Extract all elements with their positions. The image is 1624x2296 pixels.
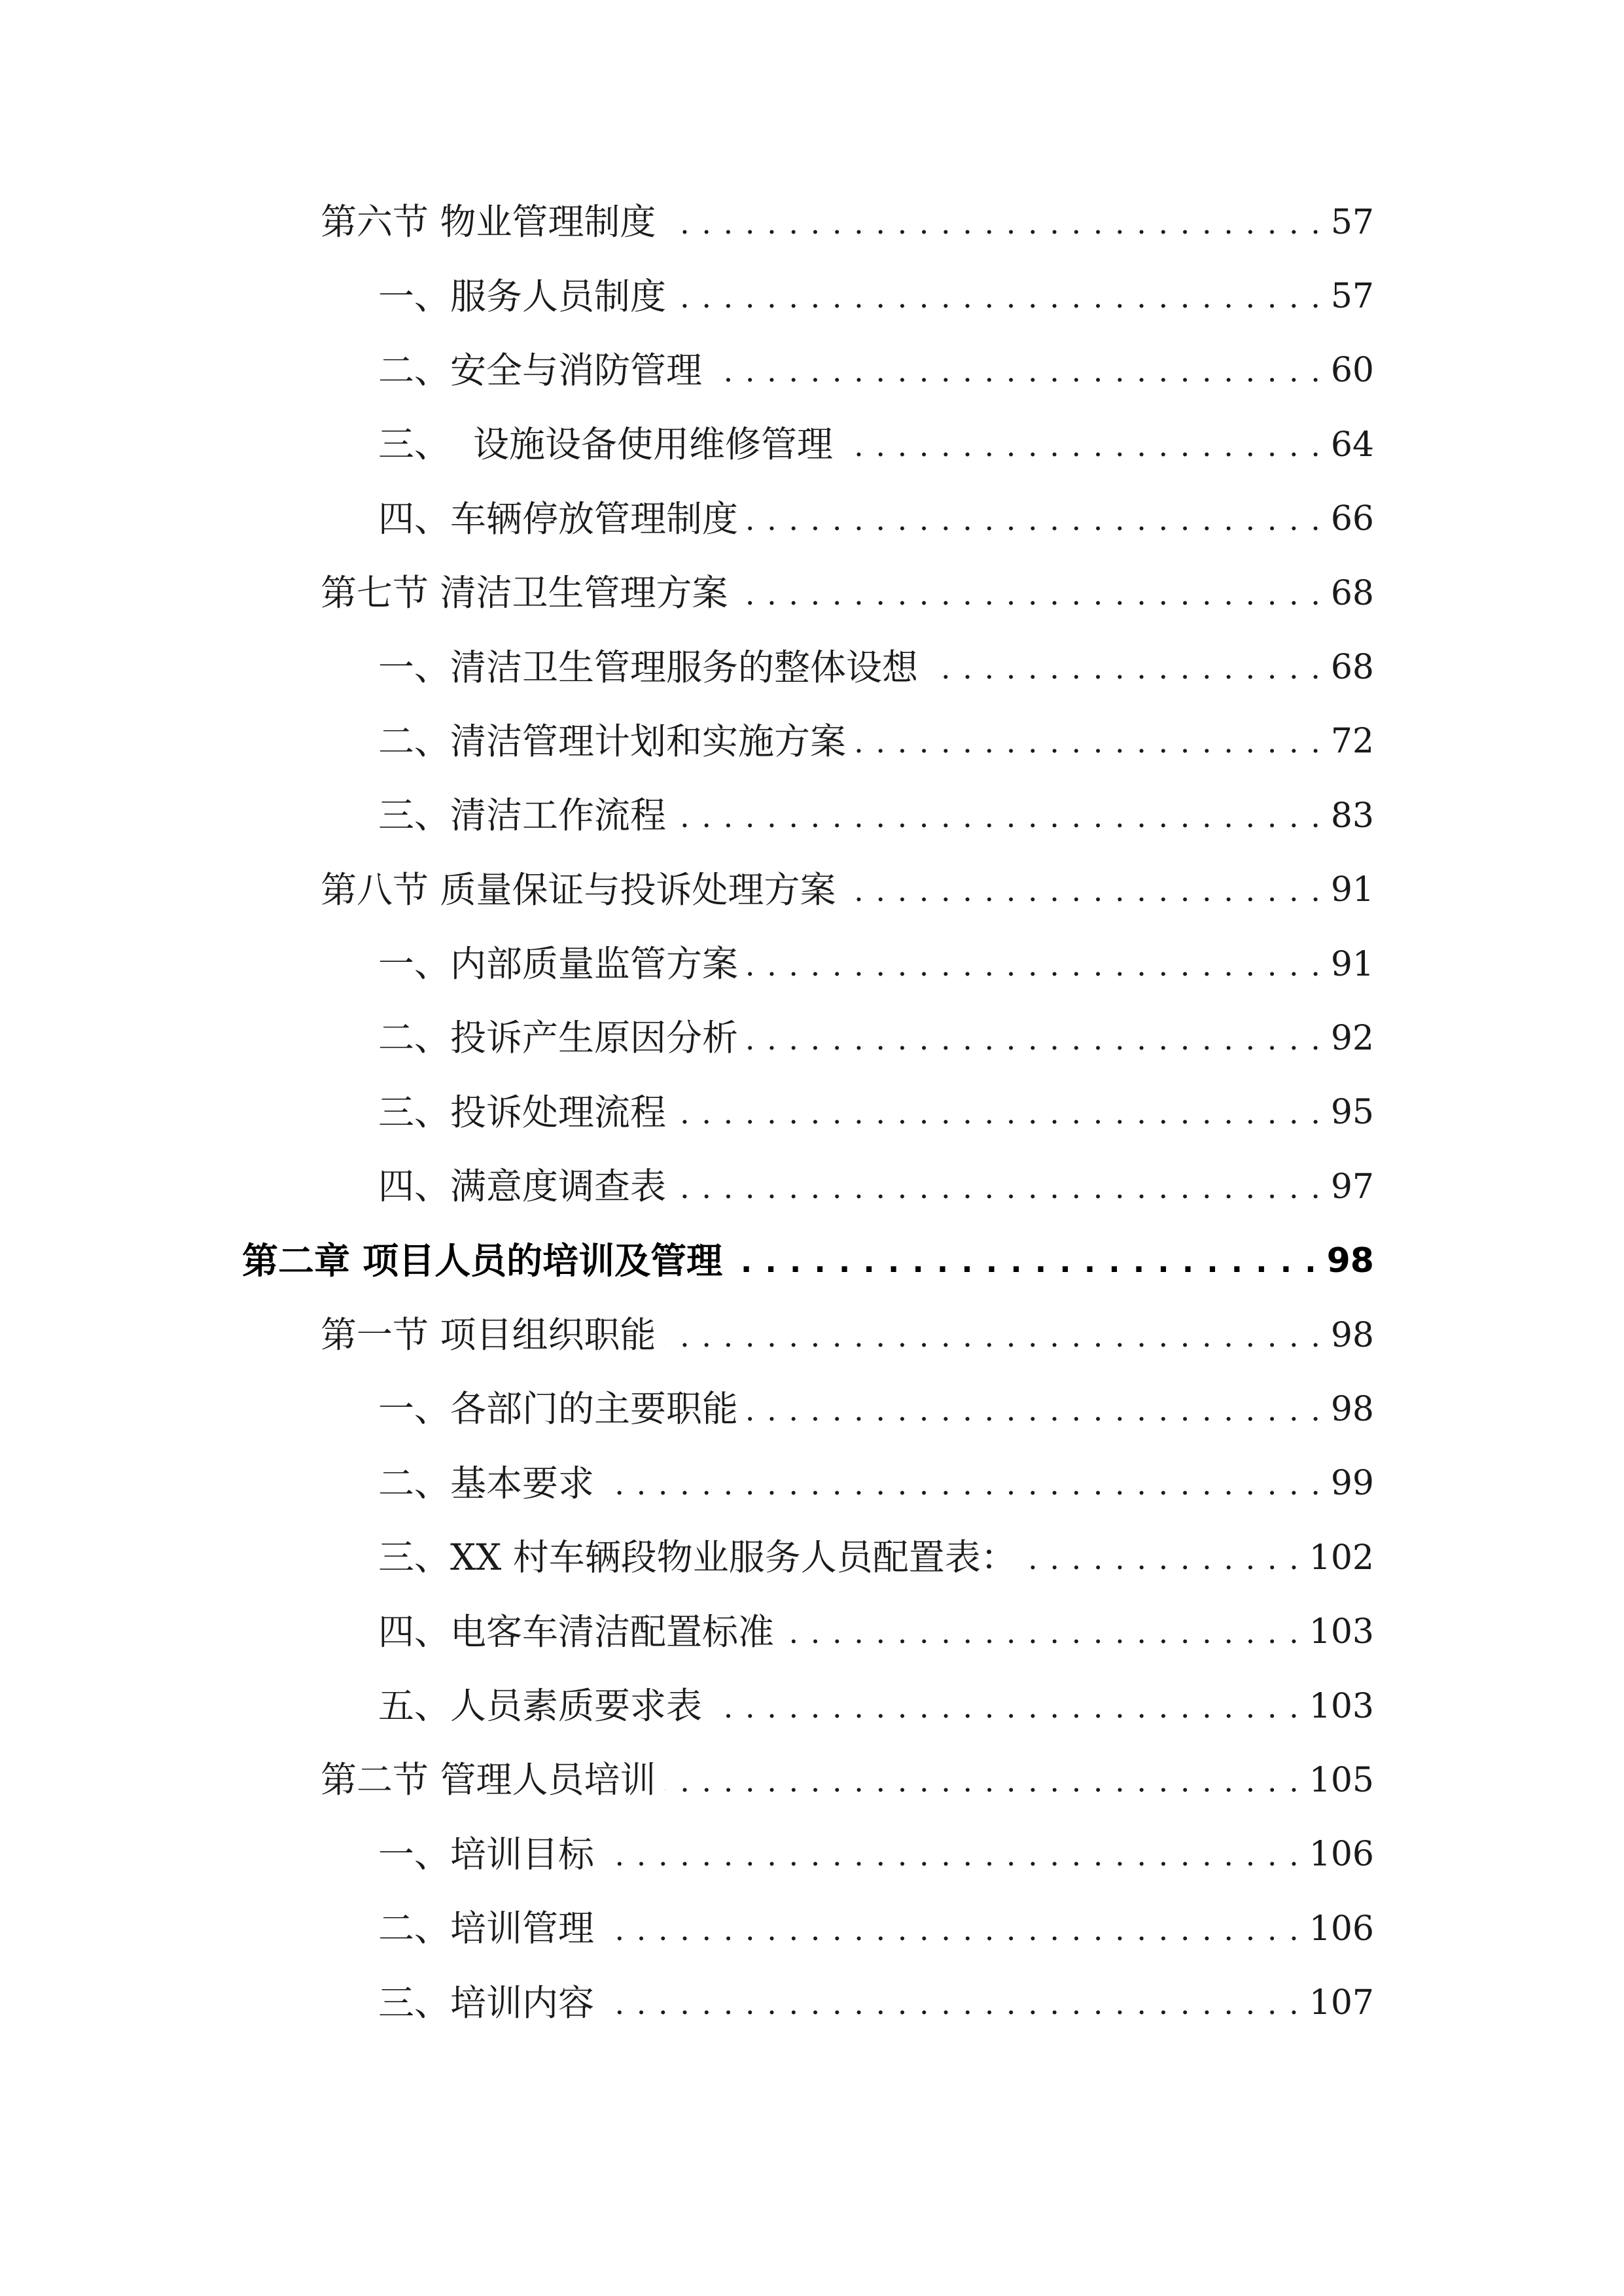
toc-page-number: 91 — [1330, 870, 1374, 910]
toc-dot-leader — [845, 870, 1321, 910]
toc-entry-item[interactable] — [0, 1150, 1624, 1224]
toc-entry-label: 第七节 清洁卫生管理方案 — [321, 572, 728, 614]
toc-dot-leader — [675, 277, 1322, 316]
toc-entry-item[interactable] — [0, 927, 1624, 1001]
toc-entry-label: 第六节 物业管理制度 — [321, 201, 656, 243]
toc-entry-label: 四、车辆停放管理制度 — [378, 497, 739, 540]
toc-page-number: 98 — [1326, 1241, 1374, 1281]
toc-entry-label: 二、基本要求 — [378, 1462, 595, 1504]
toc-entry-label: 第一节 项目组织职能 — [321, 1314, 656, 1356]
toc-entry-item[interactable] — [0, 408, 1624, 482]
toc-page-number: 83 — [1330, 796, 1374, 836]
toc-entry-item[interactable] — [0, 1595, 1624, 1669]
toc-dot-leader — [711, 1687, 1300, 1726]
toc-dot-leader — [711, 351, 1322, 390]
toc-entry-label: 二、投诉产生原因分析 — [378, 1017, 739, 1059]
toc-dot-leader — [747, 499, 1322, 539]
toc-page-number: 106 — [1309, 1909, 1374, 1949]
toc-page-number: 68 — [1330, 648, 1374, 688]
toc-page-number: 102 — [1309, 1538, 1374, 1578]
toc-entry-item[interactable] — [0, 1001, 1624, 1075]
toc-entry-label: 二、安全与消防管理 — [378, 349, 703, 391]
toc-entry-label: 三、清洁工作流程 — [378, 794, 667, 837]
toc-entry-section-6[interactable] — [0, 185, 1624, 259]
toc-dot-leader — [603, 1909, 1300, 1949]
toc-entry-item[interactable] — [0, 1447, 1624, 1521]
toc-entry-item[interactable] — [0, 705, 1624, 779]
toc-dot-leader — [737, 574, 1321, 613]
toc-entry-label: 一、服务人员制度 — [378, 275, 667, 317]
toc-entry-item[interactable] — [0, 1966, 1624, 2040]
toc-entry-item[interactable] — [0, 482, 1624, 556]
toc-entry-section-8[interactable] — [0, 853, 1624, 927]
table-of-contents — [0, 185, 1624, 2040]
toc-dot-leader — [603, 1464, 1322, 1503]
toc-entry-item[interactable] — [0, 1818, 1624, 1892]
toc-page-number: 57 — [1330, 202, 1374, 242]
toc-entry-section-7[interactable] — [0, 556, 1624, 630]
toc-page-number: 98 — [1330, 1389, 1374, 1429]
toc-dot-leader — [675, 1093, 1322, 1132]
toc-entry-label: 一、培训目标 — [378, 1833, 595, 1875]
toc-dot-leader — [675, 796, 1322, 836]
toc-page-number: 99 — [1330, 1464, 1374, 1504]
toc-dot-leader — [747, 1390, 1322, 1429]
toc-entry-label: 三、 设施设备使用维修管理 — [378, 423, 833, 466]
toc-dot-leader — [842, 425, 1322, 465]
toc-entry-chapter-2[interactable] — [0, 1224, 1624, 1298]
toc-entry-item[interactable] — [0, 1372, 1624, 1446]
toc-dot-leader — [603, 1835, 1300, 1874]
toc-dot-leader — [665, 203, 1321, 242]
toc-page-number: 66 — [1330, 499, 1374, 539]
toc-entry-label: 三、投诉处理流程 — [378, 1091, 667, 1133]
toc-entry-section-2[interactable] — [0, 1743, 1624, 1817]
toc-page-number: 68 — [1330, 573, 1374, 613]
toc-entry-label: 二、清洁管理计划和实施方案 — [378, 720, 847, 762]
toc-page-number: 98 — [1330, 1315, 1374, 1355]
toc-dot-leader — [665, 1316, 1321, 1355]
toc-entry-item[interactable] — [0, 779, 1624, 853]
toc-dot-leader — [665, 1761, 1299, 1800]
toc-dot-leader — [855, 722, 1322, 761]
toc-entry-label: 三、XX 村车辆段物业服务人员配置表： — [378, 1536, 1017, 1579]
toc-page-number: 107 — [1309, 1983, 1374, 2023]
toc-entry-item[interactable] — [0, 1521, 1624, 1595]
toc-entry-label: 第二节 管理人员培训 — [321, 1759, 656, 1801]
toc-entry-item[interactable] — [0, 630, 1624, 704]
toc-entry-item[interactable] — [0, 334, 1624, 408]
toc-entry-item[interactable] — [0, 1669, 1624, 1743]
toc-entry-label: 二、培训管理 — [378, 1907, 595, 1950]
toc-page-number: 57 — [1330, 277, 1374, 317]
toc-page-number: 60 — [1330, 351, 1374, 391]
toc-dot-leader — [603, 1983, 1300, 2022]
toc-dot-leader — [1026, 1538, 1300, 1578]
toc-page-number: 91 — [1330, 944, 1374, 984]
toc-entry-label: 第八节 质量保证与投诉处理方案 — [321, 868, 836, 911]
toc-dot-leader — [747, 1019, 1322, 1058]
toc-page-number: 103 — [1309, 1612, 1374, 1652]
toc-entry-label: 一、各部门的主要职能 — [378, 1388, 739, 1430]
toc-dot-leader — [927, 648, 1322, 687]
toc-entry-label: 四、满意度调查表 — [378, 1165, 667, 1208]
toc-page-number: 103 — [1309, 1686, 1374, 1726]
toc-entry-label: 三、培训内容 — [378, 1981, 595, 2024]
toc-page-number: 95 — [1330, 1093, 1374, 1133]
toc-page-number: 92 — [1330, 1018, 1374, 1058]
toc-page-number: 106 — [1309, 1835, 1374, 1875]
toc-dot-leader — [732, 1241, 1317, 1280]
toc-page-number: 105 — [1309, 1760, 1374, 1800]
toc-page-number: 72 — [1330, 722, 1374, 762]
toc-entry-label: 四、电客车清洁配置标准 — [378, 1610, 775, 1653]
toc-entry-item[interactable] — [0, 1076, 1624, 1150]
toc-dot-leader — [675, 1167, 1322, 1207]
toc-entry-item[interactable] — [0, 1892, 1624, 1966]
toc-page-number: 97 — [1330, 1167, 1374, 1207]
toc-entry-section-1[interactable] — [0, 1298, 1624, 1372]
toc-entry-label: 一、内部质量监管方案 — [378, 943, 739, 985]
toc-entry-label: 五、人员素质要求表 — [378, 1685, 703, 1727]
toc-dot-leader — [783, 1612, 1300, 1651]
toc-entry-label: 第二章 项目人员的培训及管理 — [242, 1239, 723, 1282]
toc-dot-leader — [747, 945, 1322, 984]
toc-entry-label: 一、清洁卫生管理服务的整体设想 — [378, 646, 919, 688]
toc-page-number: 64 — [1330, 425, 1374, 465]
toc-entry-item[interactable] — [0, 259, 1624, 333]
